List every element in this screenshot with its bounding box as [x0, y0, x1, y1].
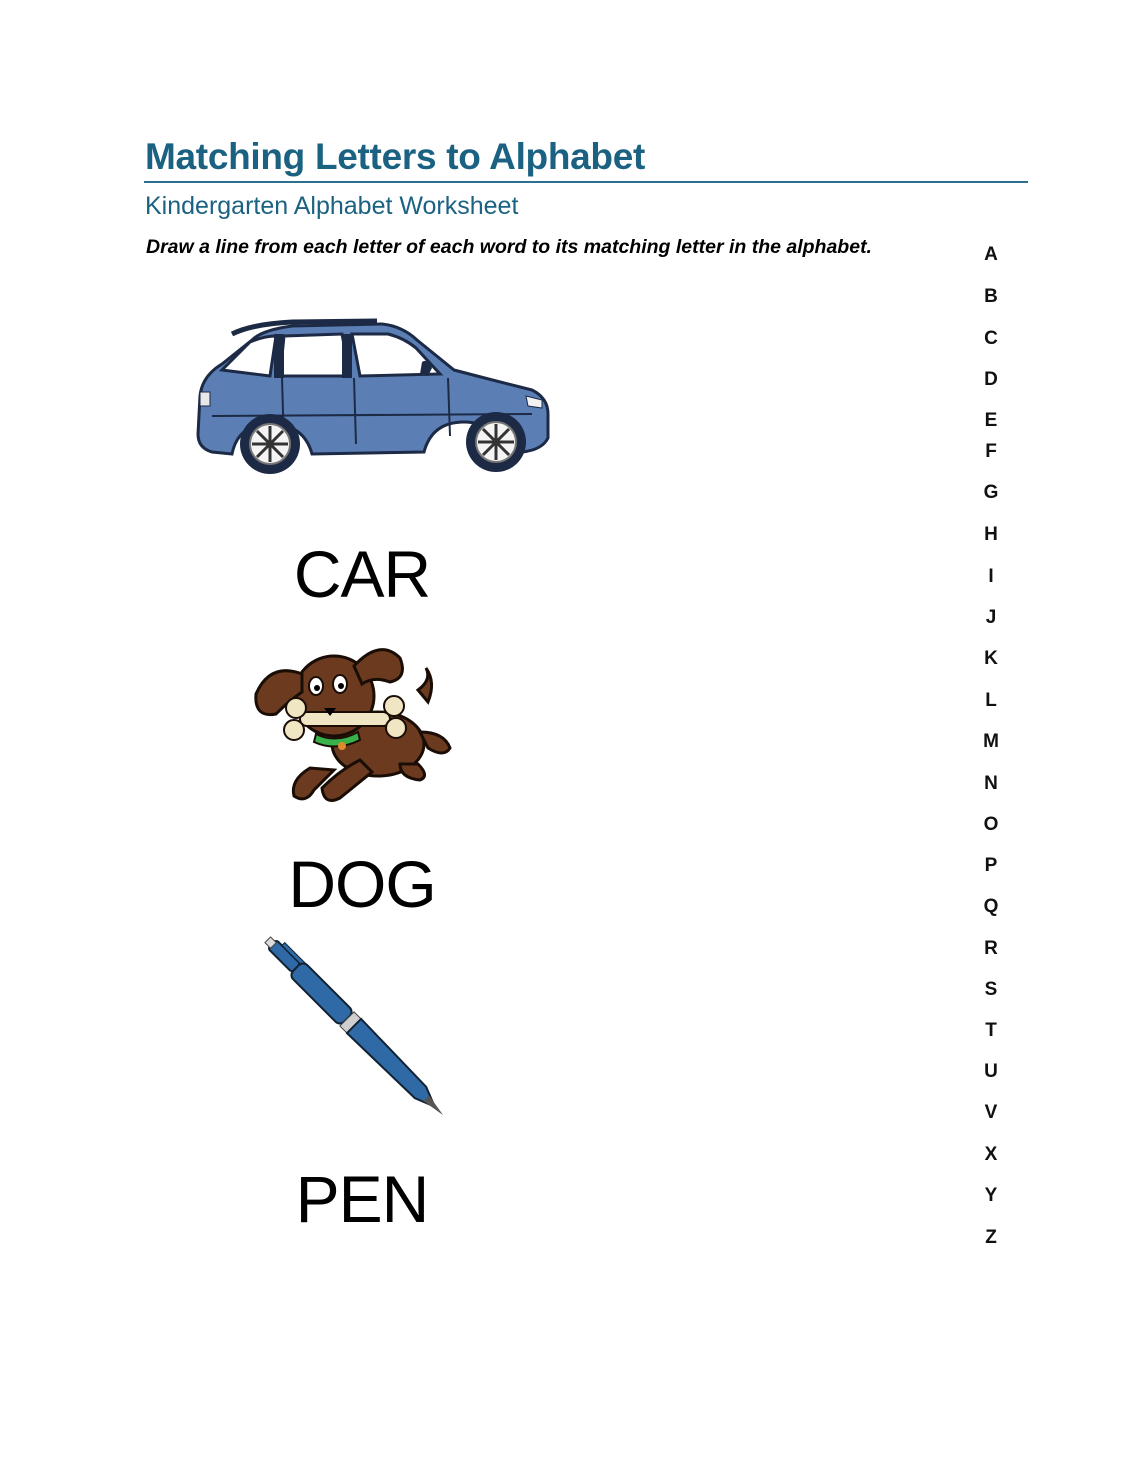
alphabet-letter-o: O [983, 814, 999, 835]
alphabet-letter-b: B [984, 286, 998, 307]
dog-icon [250, 640, 456, 815]
alphabet-letter-f: F [985, 441, 997, 462]
worksheet-subtitle: Kindergarten Alphabet Worksheet [145, 192, 519, 220]
alphabet-letter-z: Z [985, 1227, 997, 1248]
alphabet-letter-i: I [988, 566, 994, 587]
worksheet-title: Matching Letters to Alphabet [145, 136, 646, 177]
alphabet-letter-u: U [984, 1061, 998, 1082]
alphabet-letter-l: L [985, 690, 997, 711]
word-pen: PEN [295, 1162, 429, 1236]
alphabet-letter-y: Y [984, 1185, 998, 1206]
alphabet-letter-s: S [984, 979, 998, 1000]
car-icon [192, 318, 554, 485]
alphabet-letter-v: V [984, 1102, 998, 1123]
alphabet-letter-q: Q [983, 896, 999, 917]
alphabet-letter-g: G [983, 482, 999, 503]
instruction-text: Draw a line from each letter of each word to its matching letter in the alphabet. [146, 236, 872, 258]
alphabet-letter-x: X [984, 1144, 998, 1165]
alphabet-letter-c: C [984, 328, 998, 349]
alphabet-letter-t: T [985, 1020, 997, 1041]
alphabet-letter-e: E [984, 410, 998, 431]
alphabet-letter-d: D [984, 369, 998, 390]
alphabet-column [966, 0, 1016, 1476]
word-dog: DOG [288, 847, 436, 921]
word-car: CAR [293, 537, 431, 611]
alphabet-letter-r: R [984, 938, 998, 959]
alphabet-letter-m: M [983, 731, 999, 752]
alphabet-letter-a: A [984, 244, 998, 265]
alphabet-letter-p: P [984, 855, 998, 876]
alphabet-letter-h: H [984, 524, 998, 545]
alphabet-letter-j: J [985, 607, 997, 628]
alphabet-letter-n: N [984, 773, 998, 794]
title-underline [144, 181, 1028, 183]
alphabet-letter-k: K [984, 648, 998, 669]
pen-icon [260, 936, 460, 1141]
